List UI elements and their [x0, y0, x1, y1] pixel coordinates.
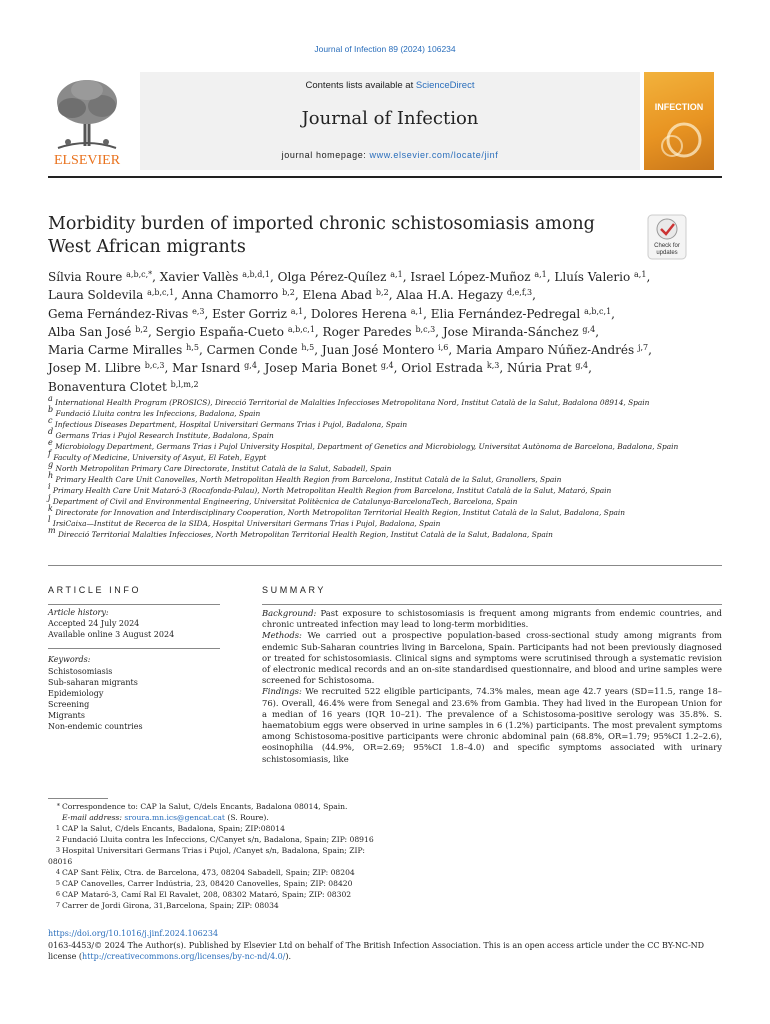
author-name[interactable]: Xavier Vallès $^{a,b,d,1}$: [159, 270, 270, 284]
footnote-item: 5 CAP Canovelles, Carrer Indústria, 23, 08420 Canovelles, Spain; ZIP: 08420: [55, 879, 353, 888]
author-affiliation-marks: a,1: [534, 270, 547, 279]
author-name[interactable]: Juan José Montero $^{i,6}$: [321, 343, 449, 358]
affiliation-item: $^b$ Fundació Lluita contra les Infeccions, Badalona, Spain: [48, 405, 261, 418]
footnote-item: * Correspondence to: CAP la Salut, C/dels Encants, Badalona 08014, Spain.: [56, 802, 348, 811]
svg-text:Check for: Check for: [654, 243, 680, 249]
author-affiliation-marks: b,l,m,2: [170, 379, 199, 389]
summary-findings: Findings: We recruited 522 eligible participants, 74.3% males, mean age 42.7 years (SD=11.5, range 18–76). Overall, 46.4% were from Senegal and 23.6% from Gambia. They had lived in the European Union for a median of 16 years (IQR 10–21). The prevalence of a Schistosoma-positive serology was 35.8%. S. haematobium eggs were observed in urine samples in 6 (1.2%) participants. The most prevalent symptoms among Schistosoma-positive participants were chronic abdominal pain (68.8%, OR=1.79; 95%CI 1.2–2.6), eosinophilia (44.9%, OR=2.69; 95%CI 1.8–4.0) and specific symptoms associated with urinary schistosomiasis, like: [262, 686, 722, 764]
author-name[interactable]: Lluís Valerio $^{a,1}$: [554, 270, 647, 284]
author-affiliation-marks: d,e,f,3: [506, 288, 533, 298]
author-name[interactable]: Sergio España-Cueto $^{a,b,c,1}$: [155, 324, 315, 339]
footnote-item: 6 CAP Mataró-3, Camí Ral El Ravalet, 208, 08302 Mataró, Spain; ZIP: 08302: [55, 890, 352, 899]
author-name[interactable]: Laura Soldevila $^{a,b,c,1}$: [48, 288, 175, 303]
author-name[interactable]: Mar Isnard $^{g,4}$: [172, 361, 257, 376]
affiliation-list: [48, 394, 688, 540]
author-affiliation-marks: g,4: [244, 361, 257, 371]
author-affiliation-marks: g,4: [380, 361, 394, 371]
author-affiliation-marks: b,c,3: [415, 324, 436, 334]
author-affiliation-marks: a,1: [634, 270, 647, 279]
summary-rule: [262, 604, 722, 605]
author-name[interactable]: Israel López-Muñoz $^{a,1}$: [410, 270, 547, 284]
author-name[interactable]: Elia Fernández-Pedregal $^{a,b,c,1}$: [430, 306, 612, 321]
cover-title: INFECTION: [654, 102, 704, 112]
author-affiliation-marks: a,1: [390, 270, 403, 279]
affiliation-item: $^m$ Direcció Territorial Malalties Infeccioses, North Metropolitan Territorial Health Region, Institut Català de la Salut, Badalona, Spain: [48, 526, 553, 539]
masthead-rule: [48, 176, 722, 178]
author-affiliation-marks: h,5: [301, 343, 315, 353]
author-affiliation-marks: b,2: [282, 288, 295, 298]
summary-background: Background: Past exposure to schistosomiasis is frequent among migrants from endemic countries, and chronic untreated infection may lead to long-term morbidities.: [262, 608, 722, 630]
author-name[interactable]: Dolores Herena $^{a,1}$: [310, 306, 424, 321]
license-link[interactable]: http://creativecommons.org/licenses/by-nc-nd/4.0/: [82, 952, 286, 961]
affiliation-item: $^j$ Department of Civil and Environmental Engineering, Universitat Politècnica de Catalunya-BarcelonaTech, Barcelona, Spain: [48, 493, 518, 506]
author-name[interactable]: Roger Paredes $^{b,c,3}$: [322, 324, 436, 339]
keyword: Migrants: [48, 711, 85, 720]
svg-text:updates: updates: [656, 250, 678, 256]
author-affiliation-marks: g,4: [582, 324, 596, 334]
author-name[interactable]: Elena Abad $^{b,2}$: [302, 288, 389, 303]
svg-text:ELSEVIER: ELSEVIER: [53, 153, 121, 168]
article-info-heading: ARTICLE INFO: [48, 585, 142, 595]
author-name[interactable]: Alba San José $^{b,2}$: [48, 324, 148, 339]
journal-citation[interactable]: Journal of Infection 89 (2024) 106234: [314, 44, 456, 54]
affiliation-item: $^h$ Primary Health Care Unit Canovelles, North Metropolitan Health Region from Barcelona, Institut Català de la Salut, Granollers, Spain: [48, 471, 562, 484]
author-name[interactable]: Josep M. Llibre $^{b,c,3}$: [48, 361, 165, 376]
author-name[interactable]: Núria Prat $^{g,4}$: [507, 361, 589, 376]
email-link[interactable]: sroura.mn.ics@gencat.cat: [124, 813, 225, 822]
author-affiliation-marks: a,b,c,1: [147, 288, 175, 298]
history-label: Article history:: [48, 608, 109, 617]
article-info-rule: [48, 604, 220, 605]
author-name[interactable]: Alaa H.A. Hegazy $^{d,e,f,3}$: [396, 288, 533, 303]
author-affiliation-marks: a,b,d,1: [242, 270, 270, 279]
history-accepted: Accepted 24 July 2024: [48, 619, 140, 628]
footnote-rule: [48, 798, 108, 799]
sciencedirect-link[interactable]: ScienceDirect: [415, 80, 475, 91]
author-affiliation-marks: b,c,3: [144, 361, 165, 371]
check-updates-icon: [647, 214, 687, 260]
journal-masthead: [48, 72, 722, 172]
author-affiliation-marks: b,2: [135, 324, 148, 334]
author-affiliation-marks: a,1: [410, 306, 424, 316]
author-affiliation-marks: a,b,c,*: [126, 270, 153, 279]
affiliation-item: $^k$ Directorate for Innovation and Interdisciplinary Cooperation, North Metropolitan Territorial Health Region, Institut Català de la Salut, Badalona, Spain: [48, 504, 625, 517]
author-affiliation-marks: k,3: [486, 361, 500, 371]
footnote-item: 3 Hospital Universitari Germans Trias i Pujol, /Canyet s/n, Badalona, Spain; ZIP: 08016: [48, 846, 365, 866]
author-name[interactable]: Maria Carme Miralles $^{h,5}$: [48, 343, 199, 358]
affiliation-item: $^d$ Germans Trias i Pujol Research Institute, Badalona, Spain: [48, 427, 274, 440]
author-name[interactable]: Oriol Estrada $^{k,3}$: [401, 361, 500, 376]
affiliation-item: $^a$ International Health Program (PROSICS), Direcció Territorial de Malalties Infeccioses Metropolitana Nord, Institut Català de la Salut, Badalona 08914, Spain: [48, 394, 650, 407]
summary-text: [262, 608, 722, 765]
affiliation-item: $^c$ Infectious Diseases Department, Hospital Universitari Germans Trias i Pujol, Badalona, Spain: [48, 416, 408, 429]
keyword: Screening: [48, 700, 90, 709]
author-list: Sílvia Roure $^{a,b,c,*}$, Xavier Vallès $^{a,b,d,1}$, Olga Pérez-Quílez $^{a,1}$, Israel López-Muñoz $^{a,1}$, Lluís Valerio $^{a,1}$, Laura Soldevila $^{a,b,c,1}$, Anna Chamorro $^{b,2}$, Elena Abad $^{b,2}$, Alaa H.A. Hegazy $^{d,e,f,3}$, Gema Fernández-Rivas $^{e,3}$, Ester Gorriz $^{a,1}$, Dolores Herena $^{a,1}$, Elia Fernández-Pedregal $^{a,b,c,1}$, Alba San José $^{b,2}$, Sergio España-Cueto $^{a,b,c,1}$, Roger Paredes $^{b,c,3}$, Jose Miranda-Sánchez $^{g,4}$, Maria Carme Miralles $^{h,5}$, Carmen Conde $^{h,5}$, Juan José Montero $^{i,6}$, Maria Amparo Núñez-Andrés $^{j,7}$, Josep M. Llibre $^{b,c,3}$, Mar Isnard $^{g,4}$, Josep Maria Bonet $^{g,4}$, Oriol Estrada $^{k,3}$, Núria Prat $^{g,4}$, Bonaventura Clotet $^{b,l,m,2}$: [48, 270, 652, 394]
keywords-label: Keywords:: [48, 655, 91, 664]
author-affiliation-marks: g,4: [575, 361, 589, 371]
section-rule: [48, 565, 722, 566]
doi-link[interactable]: https://doi.org/10.1016/j.jinf.2024.106234: [48, 929, 219, 938]
author-affiliation-marks: b,2: [375, 288, 389, 298]
affiliation-item: $^f$ Faculty of Medicine, University of Asyut, El Fateh, Egypt: [48, 449, 267, 462]
journal-banner: [140, 72, 640, 170]
author-name[interactable]: Bonaventura Clotet $^{b,l,m,2}$: [48, 379, 199, 394]
affiliation-item: $^e$ Microbiology Department, Germans Trias i Pujol University Hospital, Department of Genetics and Microbiology, Universitat Autònoma de Barcelona, Badalona, Spain: [48, 438, 679, 451]
author-name[interactable]: Gema Fernández-Rivas $^{e,3}$: [48, 306, 205, 321]
contents-line: Contents lists available at ScienceDirect: [305, 80, 475, 91]
footnote-item: E-mail address: sroura.mn.ics@gencat.cat (S. Roure).: [62, 813, 269, 822]
summary-methods: Methods: We carried out a prospective population-based cross-sectional study among migrants from endemic Sub-Saharan countries living in Barcelona, Spain. Participants had not been previously diagnosed or treated for schistosomiasis. Clinical signs and symptoms were scrutinised through a systematic revision of electronic medical records and an on-site standardised questionnaire, and blood and urine samples were screened for Schistosoma.: [262, 630, 722, 686]
author-name[interactable]: Josep Maria Bonet $^{g,4}$: [264, 361, 394, 376]
keywords-rule: [48, 648, 220, 649]
article-title: Morbidity burden of imported chronic schistosomiasis among West African migrants: [48, 214, 595, 257]
keyword: Epidemiology: [48, 689, 104, 698]
homepage-line: journal homepage: www.elsevier.com/locate/jinf: [281, 150, 499, 160]
tree-icon: [48, 72, 126, 168]
footnote-item: 1 CAP la Salut, C/dels Encants, Badalona, Spain; ZIP:08014: [55, 824, 285, 833]
author-name[interactable]: Carmen Conde $^{h,5}$: [206, 343, 315, 358]
keyword-list: [48, 666, 220, 732]
check-for-updates-badge[interactable]: [647, 214, 687, 260]
cover-artwork-icon: [644, 116, 714, 166]
affiliation-item: $^g$ North Metropolitan Primary Care Directorate, Institut Català de la Salut, Sabadell, Spain: [48, 460, 392, 473]
journal-cover-thumbnail: [644, 72, 714, 170]
summary-heading: SUMMARY: [262, 585, 327, 595]
author-name[interactable]: Maria Amparo Núñez-Andrés $^{j,7}$: [456, 343, 649, 358]
journal-title: Journal of Infection: [301, 108, 479, 129]
elsevier-logo: [48, 72, 126, 168]
license-text: 0163-4453/© 2024 The Author(s). Published by Elsevier Ltd on behalf of The British Infection Association. This is an open access article under the CC BY-NC-ND license (http://creativecommons.org/licenses/by-nc-nd/4.0/).: [48, 941, 705, 961]
author-name[interactable]: Olga Pérez-Quílez $^{a,1}$: [277, 270, 403, 284]
author-name[interactable]: Jose Miranda-Sánchez $^{g,4}$: [442, 324, 596, 339]
author-affiliation-marks: a,b,c,1: [584, 306, 612, 316]
keyword: Sub-saharan migrants: [48, 678, 138, 687]
history-online: Available online 3 August 2024: [48, 630, 175, 639]
author-affiliation-marks: j,7: [638, 343, 649, 353]
affiliation-item: $^l$ IrsiCaixa—Institut de Recerca de la SIDA, Hospital Universitari Germans Trias i Pujol, Badalona, Spain: [48, 515, 441, 528]
author-affiliation-marks: h,5: [186, 343, 199, 353]
footnote-list: [48, 801, 376, 911]
footnote-item: 4 CAP Sant Fèlix, Ctra. de Barcelona, 473, 08204 Sabadell, Spain; ZIP: 08204: [55, 868, 355, 877]
author-name[interactable]: Sílvia Roure $^{a,b,c,*}$: [48, 270, 153, 284]
affiliation-item: $^i$ Primary Health Care Unit Mataró-3 (Rocafonda-Palau), North Metropolitan Health Region from Barcelona, Institut Català de la Salut, Mataró, Spain: [48, 482, 612, 495]
footnote-item: 2 Fundació Lluita contra les Infeccions, C/Canyet s/n, Badalona, Spain; ZIP: 08916: [55, 835, 374, 844]
footnote-item: 7 Carrer de Jordi Girona, 31,Barcelona, Spain; ZIP: 08034: [55, 901, 279, 910]
author-name[interactable]: Anna Chamorro $^{b,2}$: [181, 288, 295, 303]
homepage-link[interactable]: www.elsevier.com/locate/jinf: [369, 150, 499, 160]
author-name[interactable]: Ester Gorriz $^{a,1}$: [212, 306, 304, 321]
keyword: Non-endemic countries: [48, 722, 143, 731]
author-affiliation-marks: i,6: [438, 343, 449, 353]
keyword: Schistosomiasis: [48, 667, 113, 676]
author-affiliation-marks: e,3: [192, 306, 205, 316]
author-affiliation-marks: a,1: [290, 306, 304, 316]
author-affiliation-marks: a,b,c,1: [287, 324, 315, 334]
